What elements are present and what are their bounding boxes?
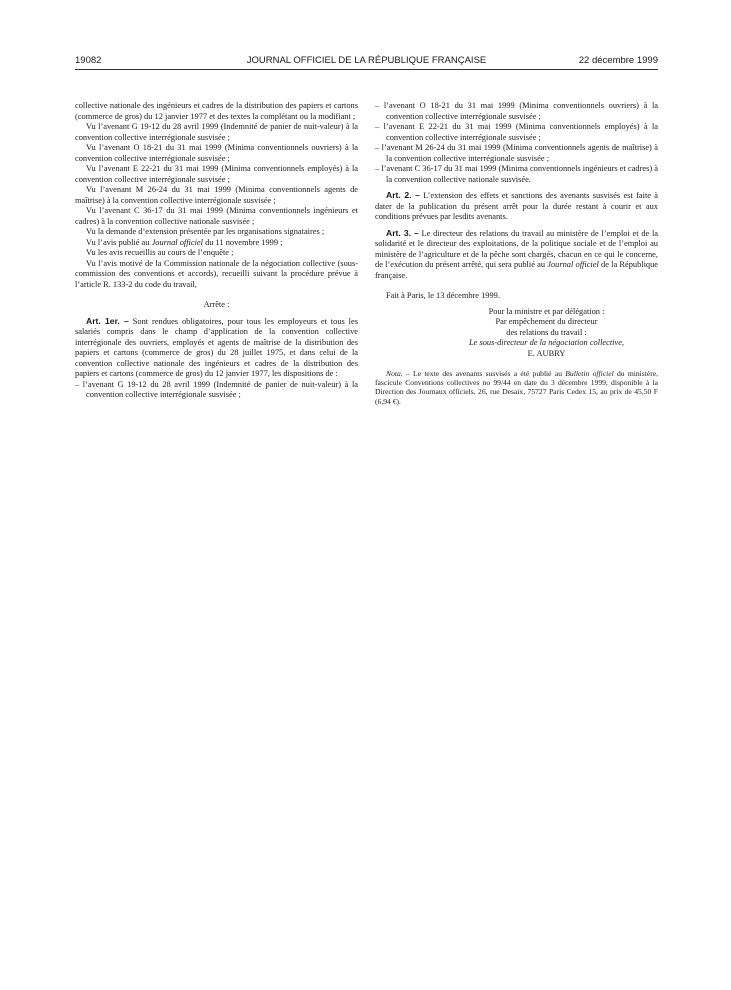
- article-3-text-1: Le directeur des relations du travail au ministère de l’emploi et de la solidarité et le directeur des exploitations, de la politique sociale et de l’emploi au ministère de l’agriculture et de la pêche sont chargés, chacun en ce qui le concerne, de l’exécution du présent arrêté, qui sera publié au: [375, 228, 658, 269]
- signature-line-2: Par empêchement du directeur: [495, 317, 598, 326]
- arrete-heading: Arrête :: [203, 300, 230, 309]
- paragraph-convention-cadres: collective nationale des ingénieurs et cadres de la distribution des papiers et cartons (commerce de gros) du 12 janvier 1977 et des textes la complétant ou la modifiant ;: [75, 101, 358, 121]
- journal-title: JOURNAL OFFICIEL DE LA RÉPUBLIQUE FRANÇAISE: [246, 55, 487, 66]
- visa-avis-recueillis: Vu les avis recueillis au cours de l’enquête ;: [86, 248, 234, 257]
- nota-note: [375, 369, 658, 406]
- bulletin-officiel-ref: Bulletin officiel: [565, 369, 614, 378]
- visa-avis-commission: Vu l’avis motivé de la Commission nationale de la négociation collective (sous-commission des conventions et accords), recueilli suivant la procédure prévue à l’article R. 133-2 du code du travail,: [75, 258, 358, 289]
- visa-avenant-o18-21: Vu l’avenant O 18-21 du 31 mai 1999 (Minima conventionnels ouvriers) à la convention collective interrégionale susvisée ;: [75, 143, 358, 163]
- visa-avenant-e22-21: Vu l’avenant E 22-21 du 31 mai 1999 (Minima conventionnels employés) à la convention collective interrégionale susvisée ;: [75, 164, 358, 184]
- visa-avis-text-1: Vu l’avis publié au: [86, 237, 152, 247]
- signature-line-4: Le sous-directeur de la négociation collective,: [468, 338, 625, 347]
- article-3-text-2: de la République française.: [375, 260, 659, 280]
- list-item-e22-21: – l’avenant E 22-21 du 31 mai 1999 (Minima conventionnels employés) à la convention collective interrégionale susvisée ;: [375, 122, 658, 143]
- visa-avenant-g19-12: Vu l’avenant G 19-12 du 28 avril 1999 (Indemnité de panier de nuit-valeur) à la convention collective interrégionale susvisée ;: [75, 122, 358, 142]
- page-header: [75, 54, 658, 68]
- list-item-g19-12: – l’avenant G 19-12 du 28 avril 1999 (Indemnité de panier de nuit-valeur) à la convention collective interrégionale susvisée ;: [75, 380, 358, 401]
- list-item-m26-24: – l’avenant M 26-24 du 31 mai 1999 (Minima conventionnels agents de maîtrise) à la convention collective interrégionale susvisée ;: [375, 143, 658, 164]
- article-1-label: Art. 1er. –: [86, 315, 129, 326]
- header-rule: [75, 69, 658, 70]
- article-2: [375, 190, 658, 223]
- signature-block: [375, 307, 658, 360]
- right-column: [375, 101, 658, 406]
- article-1-text: Sont rendues obligatoires, pour tous les employeurs et tous les salariés compris dans le champ d’application de la convention collective interrégionale des ouvriers, employés et agents de maîtrise de la distribution des papiers et cartons (commerce de gros) du 28 juillet 1975, et dans celui de la convention collective nationale des ingénieurs et cadres de la distribution des papiers et cartons (commerce de gros) du 12 janvier 1977, les dispositions de :: [75, 316, 358, 378]
- article-1: [75, 316, 358, 380]
- article-2-label: Art. 2. –: [386, 190, 420, 200]
- article-2-text: L’extension des effets et sanctions des avenants susvisés est faite à dater de la publication du présent arrêt pour la durée restant à courir et aux conditions prévues par lesdits avenants.: [375, 191, 658, 221]
- fait-a-paris: Fait à Paris, le 13 décembre 1999.: [386, 291, 500, 300]
- left-column: [75, 101, 358, 401]
- nota-label: Nota.: [386, 369, 403, 378]
- article-3-label: Art. 3. –: [386, 227, 419, 238]
- visa-avenant-m26-24: Vu l’avenant M 26-24 du 31 mai 1999 (Minima conventionnels agents de maîtrise) à la convention collective interrégionale susvisée ;: [75, 185, 358, 205]
- journal-officiel-ref-2: Journal officiel: [547, 260, 599, 269]
- signature-line-3: des relations du travail :: [506, 327, 587, 337]
- issue-date: 22 décembre 1999: [578, 55, 658, 66]
- nota-text-2: du ministère, fascicule Conventions collectives no 99/44 en date du 3 décembre 1999, disponible à la Direction des Journaux officiels, 26, rue Desaix, 75727 Paris Cedex 15, au prix de 45,50 F (6,94 €).: [375, 369, 659, 406]
- visa-avenant-c36-17: Vu l’avenant C 36-17 du 31 mai 1999 (Minima conventionnels ingénieurs et cadres) à la convention collective nationale susvisée ;: [75, 206, 358, 226]
- list-item-c36-17: – l’avenant C 36-17 du 31 mai 1999 (Minima conventionnels ingénieurs et cadres) à la convention collective nationale susvisée.: [375, 164, 658, 185]
- article-3: [375, 228, 658, 282]
- visa-avis-publie: [75, 238, 358, 249]
- page-number: 19082: [75, 55, 102, 66]
- list-item-o18-21: – l’avenant O 18-21 du 31 mai 1999 (Minima conventionnels ouvriers) à la convention collective interrégionale susvisée ;: [375, 101, 658, 122]
- visa-avis-text-2: du 11 novembre 1999 ;: [202, 237, 283, 247]
- signature-line-1: Pour la ministre et par délégation :: [488, 306, 605, 316]
- nota-text-1: – Le texte des avenants susvisés a été publié au: [402, 369, 566, 378]
- visa-demande-extension: Vu la demande d’extension présentée par les organisations signataires ;: [86, 227, 325, 236]
- journal-officiel-ref: Journal officiel: [151, 237, 203, 247]
- signatory-name: E. AUBRY: [527, 348, 566, 358]
